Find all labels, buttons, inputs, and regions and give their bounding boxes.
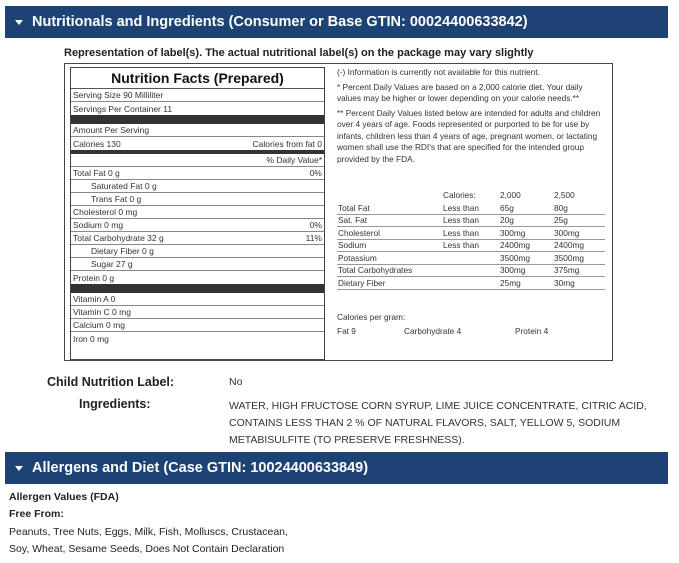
nutrient-row: Sugar 27 g: [71, 258, 324, 271]
chevron-down-icon: [15, 466, 23, 471]
section-title: Allergens and Diet (Case GTIN: 10024400633849): [32, 460, 369, 476]
daily-values-table: [337, 189, 605, 290]
free-from-label: Free From:: [9, 508, 64, 520]
allergens-section-header[interactable]: [5, 452, 668, 484]
vitamin-row: Vitamin A 0: [71, 293, 324, 306]
table-row: Dietary Fiber 25mg 30mg: [337, 277, 605, 290]
calories-per-gram-label: Calories per gram:: [337, 312, 406, 322]
servings-per-container: Servings Per Container 11: [73, 103, 173, 114]
nutrition-panel: [64, 63, 613, 361]
nutrient-row: Cholesterol 0 mg: [71, 206, 324, 219]
child-nutrition-label: Child Nutrition Label:: [47, 375, 175, 389]
calories-row: [71, 137, 324, 150]
amount-per-serving: Amount Per Serving: [71, 124, 324, 137]
chevron-down-icon: [15, 20, 23, 25]
nutrient-row: Saturated Fat 0 g: [71, 180, 324, 193]
table-row: Calories: 2,000 2,500: [443, 190, 575, 201]
nutrient-row: Dietary Fiber 0 g: [71, 245, 324, 258]
table-row: Sat. Fat Less than 20g 25g: [337, 214, 605, 227]
note-rdi: ** Percent Daily Values listed below are intended for adults and children over 4 years of age. Foods represented or purported to be for use by infants, children less than 4 years of age, pregnant women, or lactating women shall use the RDI's that are specified for the intended group provided by the FDA.: [337, 107, 601, 164]
free-from-line-2: Soy, Wheat, Sesame Seeds, Does Not Contain Declaration: [9, 543, 285, 555]
vitamin-row: Calcium 0 mg: [71, 319, 324, 332]
serving-size: Serving Size 90 Milliliter: [71, 89, 324, 102]
allergen-values-title: Allergen Values (FDA): [9, 491, 119, 503]
daily-value-header: % Daily Value*: [71, 154, 324, 167]
ingredients-label: Ingredients:: [79, 397, 151, 411]
nutrition-notes: [337, 67, 607, 168]
table-row: Cholesterol Less than 300mg 300mg: [337, 227, 605, 240]
note-unavailable: (-) Information is currently not available for this nutrient.: [337, 67, 540, 77]
protein-per-gram: Protein 4: [515, 326, 549, 336]
carb-per-gram: Carbohydrate 4: [404, 326, 462, 336]
vitamin-row: Iron 0 mg: [73, 333, 109, 344]
calories: Calories 130: [73, 138, 121, 149]
label-disclaimer: Representation of label(s). The actual nutritional label(s) on the package may vary slightly: [64, 47, 534, 59]
fat-per-gram: Fat 9: [337, 326, 356, 336]
nutrient-row: Trans Fat 0 g: [71, 193, 324, 206]
table-row: Sodium Less than 2400mg 2400mg: [337, 239, 605, 252]
nutrient-row: Protein 0 g: [73, 272, 115, 283]
nutrition-facts-box: [70, 67, 325, 360]
nutritionals-section-header[interactable]: [5, 6, 668, 38]
nutrition-facts-title: Nutrition Facts (Prepared): [111, 70, 284, 86]
table-row: Total Carbohydrates 300mg 375mg: [337, 264, 605, 277]
table-row: Total Fat Less than 65g 80g: [337, 202, 605, 215]
calories-from-fat: Calories from fat 0: [252, 138, 322, 149]
note-daily-values: * Percent Daily Values are based on a 2,000 calorie diet. Your daily values may be higher or lower depending on your calorie needs.**: [337, 81, 583, 103]
section-title: Nutritionals and Ingredients (Consumer or Base GTIN: 00024400633842): [32, 14, 528, 30]
ingredients-value: WATER, HIGH FRUCTOSE CORN SYRUP, LIME JUICE CONCENTRATE, CITRIC ACID, CONTAINS LESS THAN 2 % OF NATURAL FLAVORS, SALT, YELLOW 5, SODIUM METABISULFITE (TO PRESERVE FRESHNESS).: [229, 400, 647, 446]
free-from-line-1: Peanuts, Tree Nuts, Eggs, Milk, Fish, Molluscs, Crustacean,: [9, 526, 288, 538]
vitamin-row: Vitamin C 0 mg: [71, 306, 324, 319]
nutrient-row: Total Fat 0 g 0%: [73, 168, 322, 178]
child-nutrition-value: No: [229, 376, 243, 388]
nutrient-row: Sodium 0 mg 0%: [73, 220, 322, 230]
nutrient-row: Total Carbohydrate 32 g 11%: [73, 233, 322, 243]
table-row: Potassium 3500mg 3500mg: [337, 252, 605, 265]
